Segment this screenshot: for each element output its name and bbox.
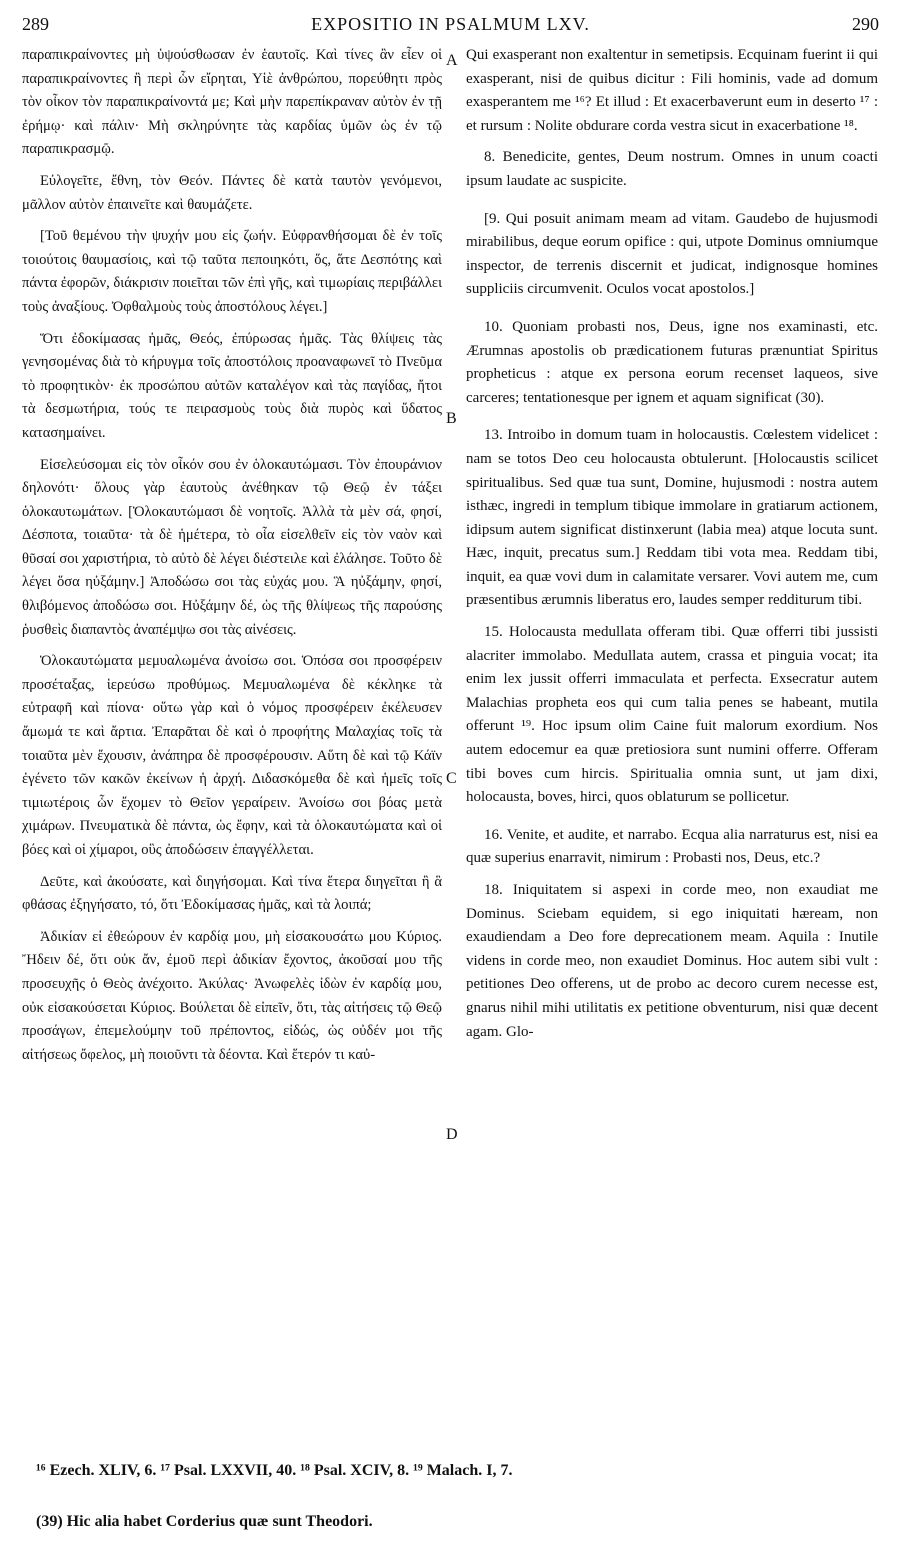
- greek-paragraph: παραπικραίνοντες μὴ ὑψούσθωσαν ἐν ἑαυτοῖς. Καὶ τίνες ἂν εἶεν οἱ παραπικραίνοντες ἢ περὶ ὧν εἴρηται, Υἱὲ ἀνθρώπου, πορεύθητι πρὸς τὸν οἶκον τὸν παραπικραίνοντά με; Καὶ μὴν παρεπίκραναν αὐτὸν ἐν τῇ ἐρήμῳ· καὶ πάλιν· Μὴ σκληρύνητε τὰς καρδίας ὑμῶν ὡς ἐν τῷ παραπικρασμῷ.: [22, 47, 442, 158]
- margin-marker-d: D: [446, 1126, 458, 1143]
- latin-paragraph: 8. Benedicite, gentes, Deum nostrum. Omnes in unum coacti ipsum laudate ac suspicite.: [466, 149, 878, 189]
- margin-marker-c: C: [446, 770, 457, 787]
- latin-paragraph: 16. Venite, et audite, et narrabo. Ecqua alia narraturus est, nisi ea quæ superius enarravit, nimirum : Probasti nos, Deus, etc.?: [466, 826, 878, 867]
- greek-paragraph: [Τοῦ θεμένου τὴν ψυχήν μου εἰς ζωήν. Εὐφρανθήσομαι δὲ ἐν τοῖς τοιούτοις θαυμασίοις, καὶ τῷ ταῦτα πεποιηκότι, ὅς, ἅτε Δεσπότης καὶ πάντα ἐφορῶν, διάκρισιν ποιεῖται τῶν ἐπὶ γῆς, καὶ τιμωρίαις περιβάλλει τοὺς ἀναξίους. Ὀφθαλμοὺς τοὺς ἀποστόλους λέγει.]: [22, 228, 442, 315]
- greek-column: [22, 44, 442, 1075]
- greek-paragraph: Εἰσελεύσομαι εἰς τὸν οἶκόν σου ἐν ὁλοκαυτώμασι. Τὸν ἐπουράνιον δηλονότι· ὅλους γὰρ ἑαυτοὺς ἀνέθηκαν τῷ Θεῷ ἐν τάξει ὁλοκαυτωμάτων. [Ὁλοκαυτώμασι δὲ νοητοῖς. Ἀλλὰ τὰ μὲν σά, φησί, Δέσποτα, τοιαῦτα· τὰ δὲ ἡμέτερα, τὸ οἷα εἰσελθεῖν εἰς τὸν ναὸν καὶ θῦσαί σοι χαριστήρια, τὸ αὐτὸ δὲ λέγει διέστειλε καὶ ἐλάλησε. Τοῦτο δὲ λέγει ὅσα ηὐξάμην.] Ἀποδώσω σοι τὰς εὐχάς μου. Ἃ ηὐξάμην, φησί, θλιβόμενος ἀποδώσω σοι. Ηὐξάμην δέ, ὡς τῆς θλίψεως τῆς παρούσης ῥυσθεὶς διαπαντὸς ἀναπέμψω σοι τὰς αἰνέσεις.: [22, 456, 442, 638]
- latin-paragraph: 10. Quoniam probasti nos, Deus, igne nos examinasti, etc. Ærumnas apostolis ob prædicationem futuras prænuntiat Spiritus propheticus : atque ex persona eorum recenset laqueos, sive carceres; tentationesque per ignem et aquam significat (30).: [466, 318, 878, 406]
- editor-note: (39) Hic alia habet Corderius quæ sunt Theodori.: [36, 1513, 373, 1530]
- latin-paragraph: [9. Qui posuit animam meam ad vitam. Gaudebo de hujusmodi mirabilibus, deque eorum opifice : qui, utpote Dominus omniumque inspector, de terrenis discernit et judicat, indignosque homines suppliciis circumvenit. Oculos vocat apostolos.]: [466, 210, 878, 298]
- greek-paragraph: Ἀδικίαν εἰ ἐθεώρουν ἐν καρδίᾳ μου, μὴ εἰσακουσάτω μου Κύριος. Ἤδειν δέ, ὅτι οὐκ ἄν, ἐμοῦ περὶ ἀδικίαν ἔχοντος, ἀκοῦσαί μου τῆς προσευχῆς ὁ Θεὸς ἀνέχοιτο. Ἀκύλας· Ἀνωφελὲς ἰδὼν ἐν καρδίᾳ μου, οὐκ εἰσακούσεται Κύριος. Βούλεται δὲ εἰπεῖν, ὅτι, τὰς αἰτήσεις τῷ Θεῷ προσάγων, ἐπεμελούμην τοῦ πρέποντος, εἰδώς, ὡς οὐδέν μοι τῆς αἰτήσεως ὄφελος, μὴ ποιοῦντι τὰ δέοντα. Καὶ ἕτερόν τι καὐ-: [22, 928, 442, 1063]
- latin-paragraph: 13. Introibo in domum tuam in holocaustis. Cœlestem videlicet : nam se totos Deo ceu holocausta obtulerunt. [Holocaustis scilicet spiritualibus. Sed quæ tua sunt, Domine, hujusmodi : nostra autem isthæc, ingredi in templum tibique immolare in gratiarum actionem, idipsum autem significat distinxerunt (labia mea) atque locuta sunt. Hæc, inquit, precatus sum.] Reddam tibi vota mea. Reddam tibi, inquit, ea quæ vovi dum in calamitate versarer. Vovi autem me, cum præsentibus ærumnis liberatus ero, laudes semper redditurum tibi.: [466, 427, 878, 609]
- page-header: [22, 14, 879, 38]
- running-title: EXPOSITIO IN PSALMUM LXV.: [311, 14, 590, 34]
- greek-paragraph: Ὅτι ἐδοκίμασας ἡμᾶς, Θεός, ἐπύρωσας ἡμᾶς. Τὰς θλίψεις τὰς γενησομένας διὰ τὸ κήρυγμα τοῖς ἀποστόλοις προαναφωνεῖ τὸ Πνεῦμα τὸ προφητικὸν· ἐκ προσώπου αὐτῶν καταλέγον καὶ τὰς παγίδας, ἤτοι τὰ δεσμωτήρια, τούς τε πειρασμοὺς τοὺς διὰ πυρὸς καὶ ὕδατος κατασημαίνει.: [22, 330, 442, 441]
- greek-paragraph: Ὁλοκαυτώματα μεμυαλωμένα ἀνοίσω σοι. Ὁπόσα σοι προσφέρειν προσέταξας, ἱερεύσω προθύμως. Μεμυαλωμένα δὲ κέκληκε τὰ εὐτραφῆ καὶ πίονα· οὕτω γὰρ καὶ ὁ νόμος προσφέρειν ἐκέλευσεν ἄμωμά τε καὶ ἄρτια. Ἐπαρᾶται δὲ καὶ ὁ προφήτης Μαλαχίας τοῖς τὰ τοιαῦτα μὲν ἔχουσιν, ἀνάπηρα δὲ προσφέρουσιν. Αὕτη δὲ καὶ τῷ Κάϊν ἐγένετο τῶν κακῶν ἐκείνων ἡ ἀρχή. Διδασκόμεθα δὲ καὶ ἡμεῖς τοῖς τιμιωτέροις ὧν ἔχομεν τὸ Θεῖον γεραίρειν. Ἀνοίσω σοι βόας μετὰ χιμάρων. Πνευματικὰ δὲ πάντα, ὡς ἔφην, καὶ τὰ ὁλοκαυτώματα καὶ οἱ βόες καὶ οἱ χίμαροι, οὓς ἀποδώσειν ἐπαγγέλλεται.: [22, 653, 442, 858]
- greek-paragraph: Δεῦτε, καὶ ἀκούσατε, καὶ διηγήσομαι. Καὶ τίνα ἕτερα διηγεῖται ἢ ἃ φθάσας ἐξηγήσατο, τό, ὅτι Ἐδοκίμασας ἡμᾶς, καὶ τὰ λοιπά;: [22, 873, 442, 914]
- margin-marker-a: A: [446, 52, 458, 69]
- latin-column: [466, 44, 878, 1052]
- footnotes: ¹⁶ Ezech. XLIV, 6. ¹⁷ Psal. LXXVII, 40. ¹⁸ Psal. XCIV, 8. ¹⁹ Malach. I, 7.: [36, 1462, 513, 1479]
- page-number-right: 290: [852, 14, 879, 34]
- latin-paragraph: Qui exasperant non exaltentur in semetipsis. Ecquinam fuerint ii qui exasperant, nisi de quibus dicitur : Fili hominis, vade ad domum exasperantem me ¹⁶? Et illud : Et exacerbaverunt eum in deserto ¹⁷ : et rursum : Nolite obdurare corda vestra sicut in exacerbatione ¹⁸.: [466, 47, 878, 134]
- margin-marker-b: B: [446, 410, 457, 427]
- page-number-left: 289: [22, 14, 49, 34]
- latin-paragraph: 18. Iniquitatem si aspexi in corde meo, non exaudiat me Dominus. Sciebam equidem, si ego iniquitati hæream, non exaudiendam a Deo fore deprecationem meam. Aquila : Inutile videns in corde meo, non exaudiet Dominus. Hoc autem sibi vult : petitiones Deo offerens, ut de probo ac decoro curem necesse est, gnarus nihil mihi utilitatis ex petitione obventurum, nisi quæ decent agam. Glo-: [466, 882, 878, 1040]
- greek-paragraph: Εὐλογεῖτε, ἔθνη, τὸν Θεόν. Πάντες δὲ κατὰ ταυτὸν γενόμενοι, μᾶλλον αὐτὸν ἐπαινεῖτε καὶ θαυμάζετε.: [22, 172, 442, 213]
- latin-paragraph: 15. Holocausta medullata offeram tibi. Quæ offerri tibi jussisti alacriter immolabo. Medullata autem, crassa et pinguia vocat; ita enim lex jussit offerri immaculata et perfecta. Exsecratur autem Malachias propheta eos qui cum talia penes se habeant, mutila offerunt ¹⁹. Hoc ipsum olim Caine fuit malorum exordium. Nos autem edocemur ea quæ pretiosiora sunt numini offerre. Offeram tibi boves cum hircis. Spiritualia omnia sunt, ut jam dixi, holocausta, boves, hirci, quos oblaturum se pollicetur.: [466, 624, 878, 806]
